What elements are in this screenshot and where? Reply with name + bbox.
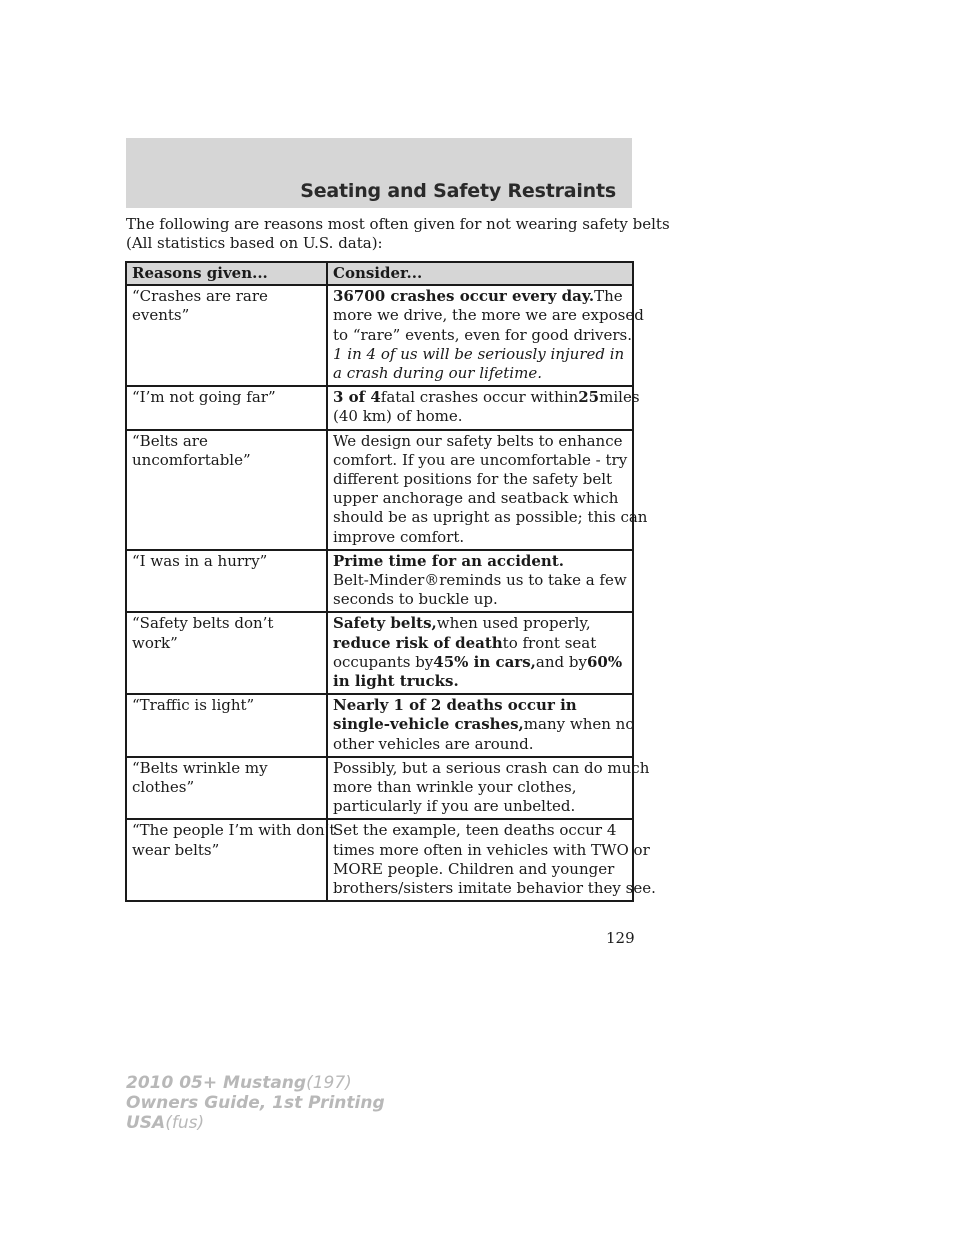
reason-cell: “Crashes are rare events” [126, 285, 327, 386]
consider-cell: Possibly, but a serious crash can do much more than wrinkle your clothes, particularly if you are unbelted. [327, 757, 633, 820]
footer-model: 2010 05+ Mustang [126, 1073, 307, 1093]
reason-cell: “I was in a hurry” [126, 550, 327, 613]
column-header-consider: Consider... [327, 262, 633, 285]
footer-region: USA [126, 1113, 166, 1133]
consider-cell: Set the example, teen deaths occur 4 times more often in vehicles with TWO or MORE people. Children and younger brothers/sisters imitate behavior they see. [327, 819, 633, 901]
reason-cell: “Traffic is light” [126, 694, 327, 757]
consider-cell: We design our safety belts to enhance comfort. If you are uncomfortable - try different positions for the safety belt upper anchorage and seatback which should be as upright as possible; this can improve comfort. [327, 430, 633, 550]
intro-line: (All statistics based on U.S. data): [126, 234, 383, 252]
safety-belt-reasons-table [125, 261, 656, 902]
consider-cell: Prime time for an accident. Belt-Minder®reminds us to take a few seconds to buckle up. [327, 550, 633, 613]
table-row [126, 386, 633, 429]
intro-paragraph [126, 215, 670, 253]
section-title: Seating and Safety Restraints [300, 180, 616, 202]
reason-cell: “Belts are uncomfortable” [126, 430, 327, 550]
table-row [126, 757, 633, 820]
page-number: 129 [606, 929, 635, 947]
table-row [126, 550, 633, 613]
table-row [126, 819, 633, 901]
reason-cell: “Belts wrinkle my clothes” [126, 757, 327, 820]
reason-cell: “Safety belts don’t work” [126, 612, 327, 694]
footer-code: (197) [306, 1073, 352, 1093]
table-row [126, 285, 633, 386]
reason-cell: “The people I’m with don’t wear belts” [126, 819, 327, 901]
table-row [126, 430, 633, 550]
table-row [126, 694, 633, 757]
intro-line: The following are reasons most often given for not wearing safety belts [126, 215, 670, 233]
column-header-reasons: Reasons given... [126, 262, 327, 285]
reason-cell: “I’m not going far” [126, 386, 327, 429]
footer-region-code: (fus) [165, 1113, 205, 1133]
print-footer [126, 1073, 385, 1133]
section-header-band [126, 138, 632, 208]
consider-cell: 3 of 4fatal crashes occur within25miles (40 km) of home. [327, 386, 633, 429]
consider-cell: Safety belts,when used properly, reduce risk of deathto front seat occupants by45% in cars,and by60% in light trucks. [327, 612, 633, 694]
consider-cell: Nearly 1 of 2 deaths occur in single-vehicle crashes,many when no other vehicles are around. [327, 694, 633, 757]
table-header-row [126, 262, 633, 285]
footer-guide: Owners Guide, 1st Printing [126, 1093, 385, 1113]
table-row [126, 612, 633, 694]
consider-cell: 36700 crashes occur every day.The more we drive, the more we are exposed to “rare” events, even for good drivers. 1 in 4 of us will be seriously injured in a crash during our lifetime. [327, 285, 633, 386]
